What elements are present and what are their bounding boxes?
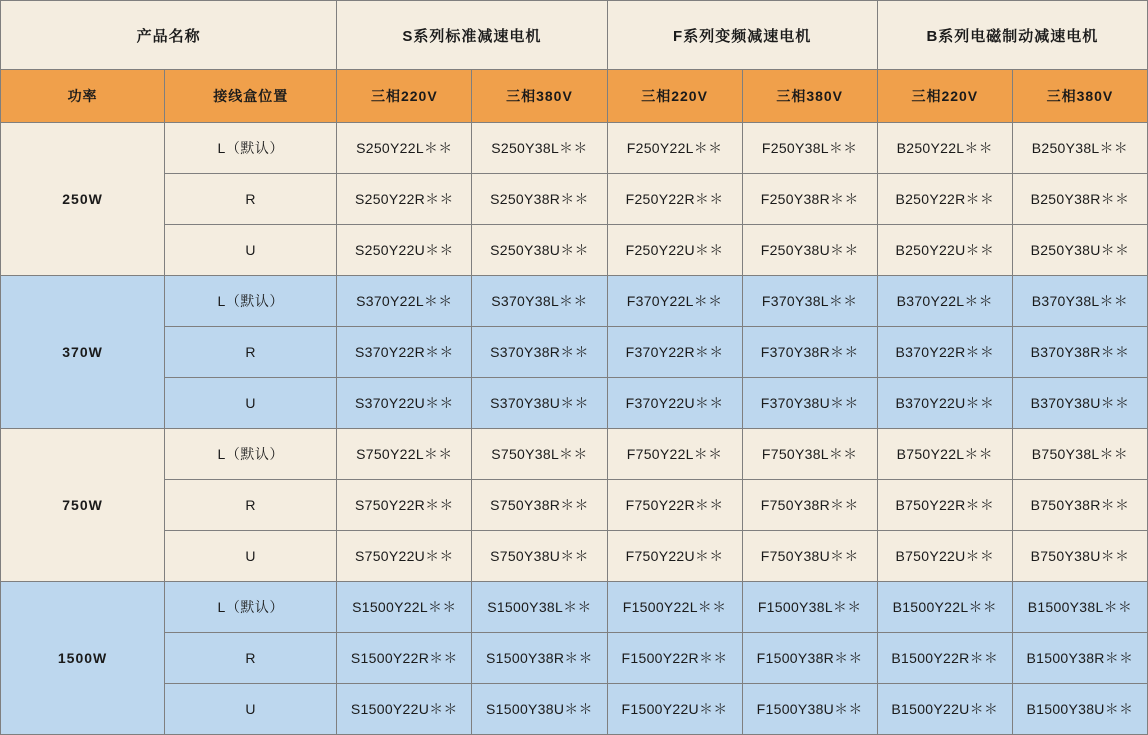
model-code-cell: S250Y38R＊＊ xyxy=(472,174,607,225)
model-code-cell: S250Y22U＊＊ xyxy=(337,225,472,276)
model-code-cell: F250Y22R＊＊ xyxy=(607,174,742,225)
junction-box-cell: R xyxy=(165,327,337,378)
model-code-cell: B750Y22U＊＊ xyxy=(877,531,1012,582)
model-code-cell: S250Y22L＊＊ xyxy=(337,123,472,174)
model-code-cell: F1500Y38U＊＊ xyxy=(742,684,877,735)
model-code-cell: F370Y38R＊＊ xyxy=(742,327,877,378)
model-code-cell: S370Y22L＊＊ xyxy=(337,276,472,327)
power-cell-370w: 370W xyxy=(1,276,165,429)
model-code-cell: B370Y22R＊＊ xyxy=(877,327,1012,378)
model-code-cell: B1500Y22U＊＊ xyxy=(877,684,1012,735)
model-code-cell: B750Y38R＊＊ xyxy=(1012,480,1147,531)
junction-box-cell: L（默认） xyxy=(165,276,337,327)
model-code-cell: S750Y22U＊＊ xyxy=(337,531,472,582)
header-voltage-s-220: 三相220V xyxy=(337,70,472,123)
model-code-cell: S750Y22R＊＊ xyxy=(337,480,472,531)
table-header-row-groups xyxy=(1,1,1148,70)
model-code-cell: F1500Y38R＊＊ xyxy=(742,633,877,684)
model-code-cell: F370Y22R＊＊ xyxy=(607,327,742,378)
junction-box-cell: U xyxy=(165,225,337,276)
header-voltage-s-380: 三相380V xyxy=(472,70,607,123)
junction-box-cell: R xyxy=(165,174,337,225)
model-code-cell: B370Y22U＊＊ xyxy=(877,378,1012,429)
model-code-cell: B750Y22R＊＊ xyxy=(877,480,1012,531)
model-code-cell: F250Y38R＊＊ xyxy=(742,174,877,225)
model-code-cell: B370Y38L＊＊ xyxy=(1012,276,1147,327)
model-code-cell: S370Y22R＊＊ xyxy=(337,327,472,378)
model-code-cell: S370Y38L＊＊ xyxy=(472,276,607,327)
model-code-cell: F750Y22U＊＊ xyxy=(607,531,742,582)
header-voltage-b-380: 三相380V xyxy=(1012,70,1147,123)
table-row xyxy=(1,429,1148,480)
model-code-cell: S250Y38L＊＊ xyxy=(472,123,607,174)
power-cell-250w: 250W xyxy=(1,123,165,276)
model-code-cell: B1500Y22L＊＊ xyxy=(877,582,1012,633)
model-code-cell: B250Y22U＊＊ xyxy=(877,225,1012,276)
model-code-cell: F750Y38R＊＊ xyxy=(742,480,877,531)
power-cell-1500w: 1500W xyxy=(1,582,165,735)
model-code-cell: S250Y38U＊＊ xyxy=(472,225,607,276)
junction-box-cell: L（默认） xyxy=(165,123,337,174)
table-row xyxy=(1,480,1148,531)
header-group-s-series: S系列标准减速电机 xyxy=(337,1,607,70)
model-code-cell: S1500Y22L＊＊ xyxy=(337,582,472,633)
table-row xyxy=(1,123,1148,174)
model-code-cell: S750Y22L＊＊ xyxy=(337,429,472,480)
header-group-f-series: F系列变频减速电机 xyxy=(607,1,877,70)
model-code-cell: F1500Y38L＊＊ xyxy=(742,582,877,633)
table-row xyxy=(1,225,1148,276)
junction-box-cell: R xyxy=(165,633,337,684)
header-voltage-b-220: 三相220V xyxy=(877,70,1012,123)
junction-box-cell: U xyxy=(165,684,337,735)
table-row xyxy=(1,378,1148,429)
table-row xyxy=(1,684,1148,735)
header-power: 功率 xyxy=(1,70,165,123)
junction-box-cell: L（默认） xyxy=(165,582,337,633)
table-row xyxy=(1,174,1148,225)
table-header-row-subheads xyxy=(1,70,1148,123)
model-code-cell: S1500Y22R＊＊ xyxy=(337,633,472,684)
model-code-cell: F750Y38L＊＊ xyxy=(742,429,877,480)
model-code-cell: S750Y38L＊＊ xyxy=(472,429,607,480)
model-code-cell: S250Y22R＊＊ xyxy=(337,174,472,225)
model-code-cell: B370Y38U＊＊ xyxy=(1012,378,1147,429)
model-code-cell: F750Y22R＊＊ xyxy=(607,480,742,531)
model-code-cell: F750Y22L＊＊ xyxy=(607,429,742,480)
model-code-cell: S370Y38U＊＊ xyxy=(472,378,607,429)
model-code-cell: B1500Y38R＊＊ xyxy=(1012,633,1147,684)
model-code-cell: F370Y38L＊＊ xyxy=(742,276,877,327)
model-code-cell: F370Y22L＊＊ xyxy=(607,276,742,327)
model-code-cell: B250Y38R＊＊ xyxy=(1012,174,1147,225)
junction-box-cell: U xyxy=(165,531,337,582)
junction-box-cell: R xyxy=(165,480,337,531)
table-row xyxy=(1,276,1148,327)
model-code-cell: F1500Y22R＊＊ xyxy=(607,633,742,684)
table-row xyxy=(1,327,1148,378)
model-code-cell: S370Y22U＊＊ xyxy=(337,378,472,429)
model-code-cell: F250Y22L＊＊ xyxy=(607,123,742,174)
junction-box-cell: U xyxy=(165,378,337,429)
model-code-cell: B250Y22L＊＊ xyxy=(877,123,1012,174)
model-code-cell: F250Y38L＊＊ xyxy=(742,123,877,174)
header-voltage-f-220: 三相220V xyxy=(607,70,742,123)
model-code-cell: F1500Y22L＊＊ xyxy=(607,582,742,633)
model-code-cell: F1500Y22U＊＊ xyxy=(607,684,742,735)
model-code-cell: B370Y38R＊＊ xyxy=(1012,327,1147,378)
model-code-cell: S750Y38U＊＊ xyxy=(472,531,607,582)
model-code-cell: S750Y38R＊＊ xyxy=(472,480,607,531)
model-code-cell: B750Y22L＊＊ xyxy=(877,429,1012,480)
model-code-cell: F750Y38U＊＊ xyxy=(742,531,877,582)
junction-box-cell: L（默认） xyxy=(165,429,337,480)
model-code-cell: S370Y38R＊＊ xyxy=(472,327,607,378)
model-code-cell: B750Y38L＊＊ xyxy=(1012,429,1147,480)
model-code-cell: S1500Y38L＊＊ xyxy=(472,582,607,633)
model-code-cell: F370Y22U＊＊ xyxy=(607,378,742,429)
model-code-cell: B370Y22L＊＊ xyxy=(877,276,1012,327)
header-product-name: 产品名称 xyxy=(1,1,337,70)
model-code-cell: F250Y38U＊＊ xyxy=(742,225,877,276)
model-code-cell: B250Y38L＊＊ xyxy=(1012,123,1147,174)
table-row xyxy=(1,582,1148,633)
header-group-b-series: B系列电磁制动减速电机 xyxy=(877,1,1147,70)
model-code-cell: F250Y22U＊＊ xyxy=(607,225,742,276)
model-code-cell: B1500Y22R＊＊ xyxy=(877,633,1012,684)
header-voltage-f-380: 三相380V xyxy=(742,70,877,123)
model-code-cell: F370Y38U＊＊ xyxy=(742,378,877,429)
model-code-cell: B750Y38U＊＊ xyxy=(1012,531,1147,582)
model-code-cell: B1500Y38U＊＊ xyxy=(1012,684,1147,735)
model-code-cell: B1500Y38L＊＊ xyxy=(1012,582,1147,633)
table-row xyxy=(1,531,1148,582)
model-code-cell: B250Y22R＊＊ xyxy=(877,174,1012,225)
model-code-cell: S1500Y38R＊＊ xyxy=(472,633,607,684)
table-row xyxy=(1,633,1148,684)
header-junction-box: 接线盒位置 xyxy=(165,70,337,123)
model-code-cell: B250Y38U＊＊ xyxy=(1012,225,1147,276)
model-code-cell: S1500Y22U＊＊ xyxy=(337,684,472,735)
power-cell-750w: 750W xyxy=(1,429,165,582)
model-code-cell: S1500Y38U＊＊ xyxy=(472,684,607,735)
